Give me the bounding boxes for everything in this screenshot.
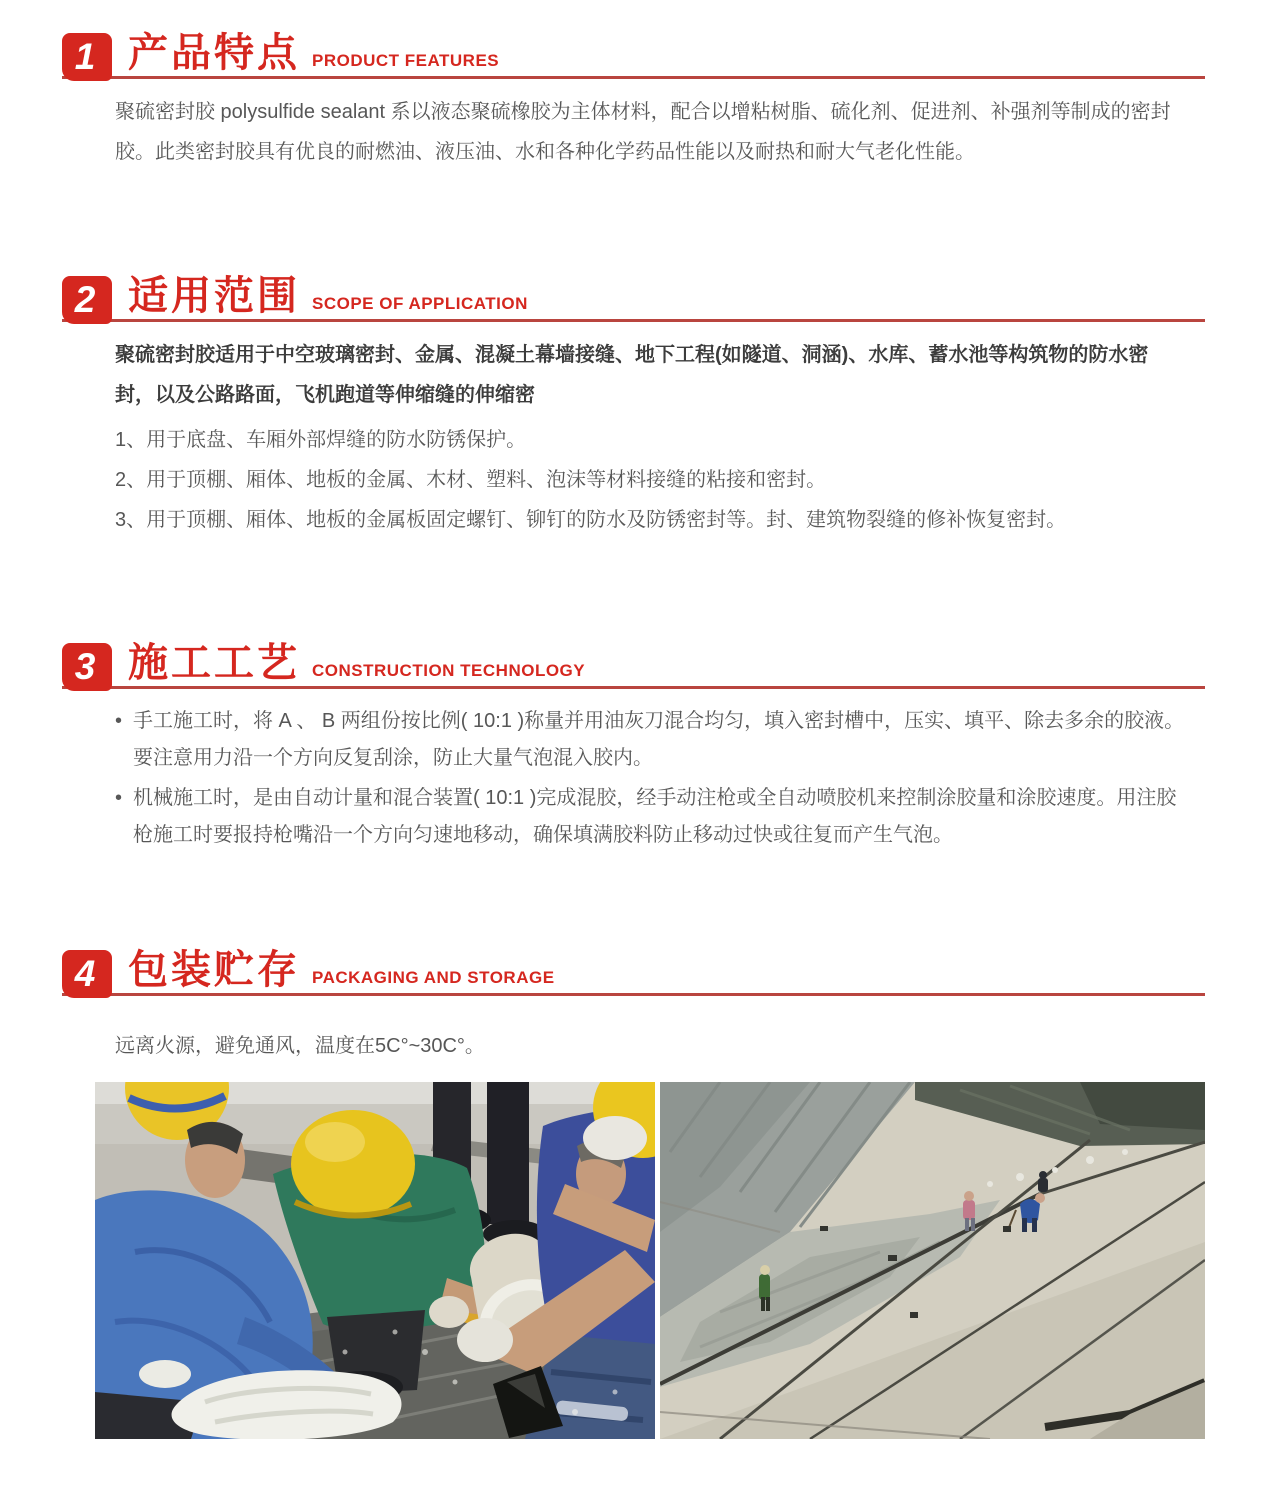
- bullet-list: [0, 703, 1280, 854]
- section-header: [62, 276, 1205, 322]
- bullet-item: [115, 780, 1188, 854]
- section-number: 1: [74, 36, 96, 77]
- section-construction-technology: [0, 643, 1280, 854]
- section-packaging-and-storage: [0, 950, 1280, 1066]
- section-paragraph: 远离火源，避免通风，温度在5C°~30C°。: [115, 1035, 485, 1057]
- section-title-zh: 适用范围: [128, 274, 300, 318]
- section-header: [62, 33, 1205, 79]
- section-header: [62, 950, 1205, 996]
- list-item: 1、用于底盘、车厢外部焊缝的防水防锈保护。: [115, 429, 527, 451]
- section-number-badge: [62, 33, 112, 81]
- section-number-badge: [62, 950, 112, 998]
- section-scope-of-application: [0, 276, 1280, 539]
- numbered-list: [0, 421, 1280, 539]
- section-number: 2: [74, 279, 96, 320]
- bullet-dot-icon: •: [115, 787, 123, 809]
- section-number-badge: [62, 643, 112, 691]
- section-header: [62, 643, 1205, 689]
- section-title-en: SCOPE OF APPLICATION: [312, 294, 528, 313]
- section-title-zh: 包装贮存: [128, 948, 300, 992]
- section-paragraph: 聚硫密封胶 polysulfide sealant 系以液态聚硫橡胶为主体材料，配合以增粘树脂、硫化剂、促进剂、补强剂等制成的密封胶。此类密封胶具有优良的耐燃油、液压油、水和各种化学药品性能以及耐热和耐大气老化性能。: [115, 101, 1171, 163]
- bullet-text: 机械施工时，是由自动计量和混合装置( 10:1 )完成混胶，经手动注枪或全自动喷胶机来控制涂胶量和涂胶速度。用注胶枪施工时要报持枪嘴沿一个方向匀速地移动，确保填满胶料防止移动过快或往复而产生气泡。: [133, 787, 1177, 846]
- section-title-en: CONSTRUCTION TECHNOLOGY: [312, 661, 586, 680]
- list-item: 3、用于顶棚、厢体、地板的金属板固定螺钉、铆钉的防水及防锈密封等。封、建筑物裂缝的修补恢复密封。: [115, 509, 1067, 531]
- section-number: 4: [74, 953, 96, 994]
- section-lead-paragraph: 聚硫密封胶适用于中空玻璃密封、金属、混凝土幕墙接缝、地下工程(如隧道、洞涵)、水库、蓄水池等构筑物的防水密封，以及公路路面，飞机跑道等伸缩缝的伸缩密: [115, 344, 1149, 406]
- section-product-features: [0, 33, 1280, 172]
- photo-row: [95, 1082, 1280, 1439]
- section-title-zh: 产品特点: [128, 31, 300, 75]
- section-title-zh: 施工工艺: [128, 641, 300, 685]
- workers-mixing-sealant-photo: [95, 1082, 655, 1439]
- section-title-en: PACKAGING AND STORAGE: [312, 968, 555, 987]
- section-title-en: PRODUCT FEATURES: [312, 51, 500, 70]
- concrete-slope-joint-sealing-photo: [660, 1082, 1205, 1439]
- bullet-dot-icon: •: [115, 710, 123, 732]
- bullet-text: 手工施工时，将 A 、 B 两组份按比例( 10:1 )称量并用油灰刀混合均匀，填入密封槽中，压实、填平、除去多余的胶液。要注意用力沿一个方向反复刮涂，防止大量气泡混入胶内。: [133, 710, 1185, 769]
- list-item: 2、用于顶棚、厢体、地板的金属、木材、塑料、泡沫等材料接缝的粘接和密封。: [115, 469, 827, 491]
- section-number-badge: [62, 276, 112, 324]
- workers-mixing-sealant-illustration: [95, 1082, 655, 1439]
- concrete-slope-illustration: [660, 1082, 1205, 1439]
- section-number: 3: [74, 646, 96, 687]
- bullet-item: [115, 703, 1188, 777]
